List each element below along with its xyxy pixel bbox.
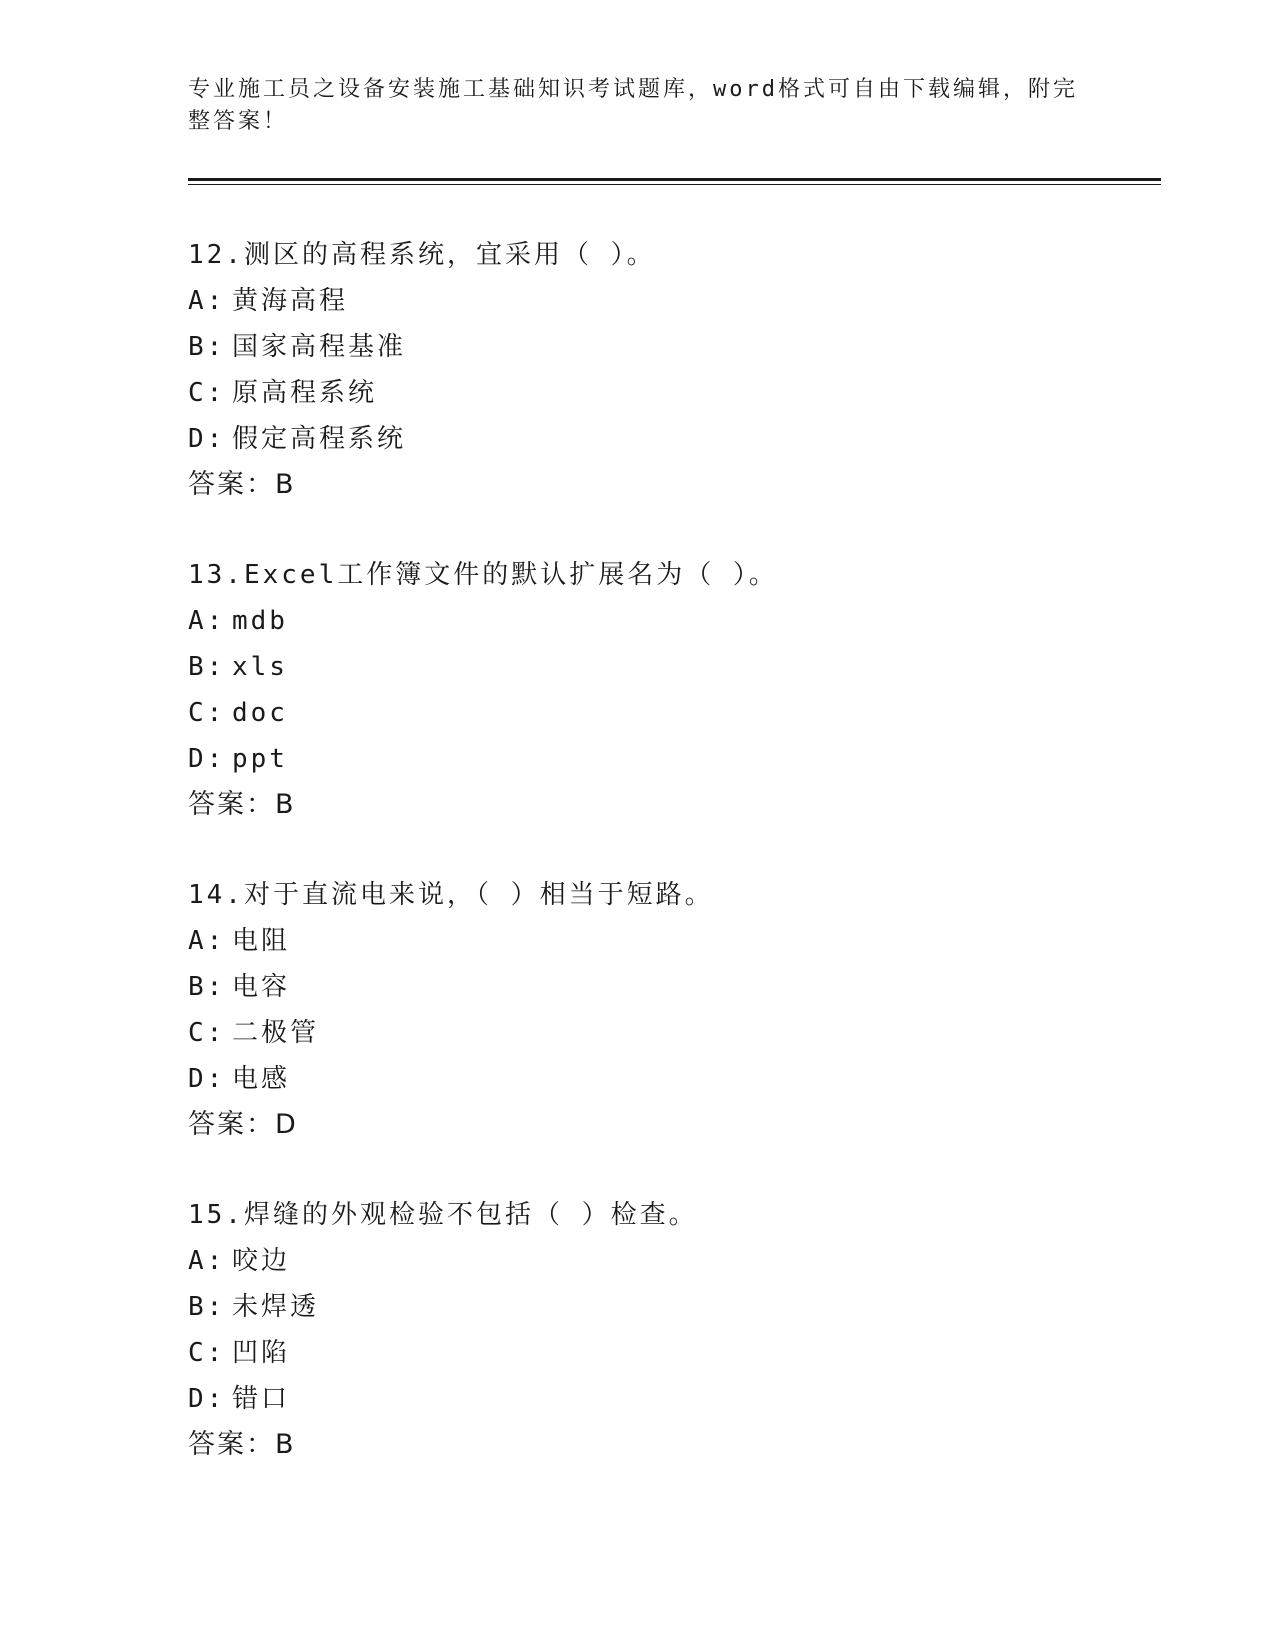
option-b bbox=[188, 964, 1161, 1010]
option-text: 黄海高程 bbox=[232, 286, 349, 316]
option-label: C: bbox=[188, 698, 226, 728]
option-label: D: bbox=[188, 1064, 226, 1094]
answer-line: 答案：B bbox=[188, 469, 296, 500]
header-line-1: 专业施工员之设备安装施工基础知识考试题库，word格式可自由下载编辑，附完 bbox=[188, 77, 1078, 102]
answer-line: 答案：B bbox=[188, 1429, 296, 1460]
option-text: xls bbox=[232, 652, 288, 682]
option-b bbox=[188, 1284, 1161, 1330]
option-label: A: bbox=[188, 286, 226, 316]
question-stem: 14.对于直流电来说，（ ）相当于短路。 bbox=[188, 880, 714, 910]
option-text: 国家高程基准 bbox=[232, 332, 407, 362]
header-line-2: 整答案！ bbox=[188, 109, 289, 134]
answer-line: 答案：D bbox=[188, 1109, 298, 1140]
option-label: B: bbox=[188, 1292, 226, 1322]
option-c bbox=[188, 370, 1161, 416]
option-a bbox=[188, 278, 1161, 324]
question-list bbox=[188, 232, 1161, 1512]
option-text: ppt bbox=[232, 744, 288, 774]
option-label: D: bbox=[188, 1384, 226, 1414]
option-a bbox=[188, 918, 1161, 964]
option-label: A: bbox=[188, 606, 226, 636]
option-label: B: bbox=[188, 652, 226, 682]
question-15 bbox=[188, 1192, 1161, 1512]
option-c bbox=[188, 690, 1161, 736]
option-label: B: bbox=[188, 332, 226, 362]
option-a bbox=[188, 1238, 1161, 1284]
question-stem: 13.Excel工作簿文件的默认扩展名为（ ）。 bbox=[188, 560, 778, 590]
option-label: D: bbox=[188, 424, 226, 454]
option-text: 错口 bbox=[232, 1384, 291, 1414]
option-d bbox=[188, 1376, 1161, 1422]
option-d bbox=[188, 736, 1161, 782]
question-stem: 12.测区的高程系统，宜采用（ ）。 bbox=[188, 240, 656, 270]
option-label: C: bbox=[188, 1018, 226, 1048]
option-c bbox=[188, 1330, 1161, 1376]
option-text: doc bbox=[232, 698, 288, 728]
header-divider-thin bbox=[188, 184, 1161, 185]
document-header bbox=[188, 74, 1078, 138]
option-text: 二极管 bbox=[232, 1018, 320, 1048]
option-label: A: bbox=[188, 1246, 226, 1276]
question-stem: 15.焊缝的外观检验不包括（ ）检查。 bbox=[188, 1200, 698, 1230]
option-text: 原高程系统 bbox=[232, 378, 378, 408]
question-12 bbox=[188, 232, 1161, 552]
option-a bbox=[188, 598, 1161, 644]
option-text: 咬边 bbox=[232, 1246, 291, 1276]
option-text: 凹陷 bbox=[232, 1338, 291, 1368]
option-label: C: bbox=[188, 1338, 226, 1368]
option-label: C: bbox=[188, 378, 226, 408]
answer-line: 答案：B bbox=[188, 789, 296, 820]
option-label: B: bbox=[188, 972, 226, 1002]
option-label: A: bbox=[188, 926, 226, 956]
option-d bbox=[188, 1056, 1161, 1102]
option-d bbox=[188, 416, 1161, 462]
option-text: mdb bbox=[232, 606, 288, 636]
option-b bbox=[188, 324, 1161, 370]
header-divider-thick bbox=[188, 178, 1161, 181]
option-text: 电感 bbox=[232, 1064, 291, 1094]
option-b bbox=[188, 644, 1161, 690]
option-c bbox=[188, 1010, 1161, 1056]
option-text: 未焊透 bbox=[232, 1292, 320, 1322]
question-13 bbox=[188, 552, 1161, 872]
option-text: 电阻 bbox=[232, 926, 291, 956]
question-14 bbox=[188, 872, 1161, 1192]
option-text: 假定高程系统 bbox=[232, 424, 407, 454]
option-label: D: bbox=[188, 744, 226, 774]
option-text: 电容 bbox=[232, 972, 291, 1002]
